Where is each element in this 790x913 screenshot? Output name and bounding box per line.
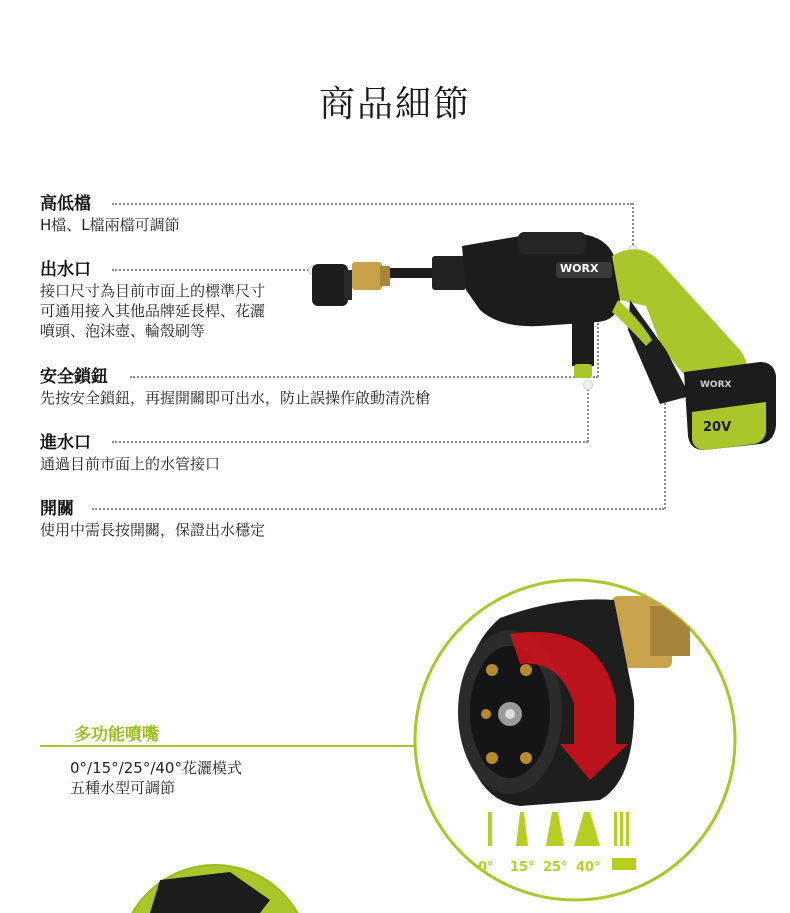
angle-label-40: 40° — [576, 860, 601, 875]
feature-outlet-desc: 接口尺寸為目前市面上的標準尺寸 可通用接入其他品牌延長桿、花灑 噴頭、泡沫壺、輪殼刷等 — [40, 282, 266, 340]
feature-inlet-name: 進水口 — [40, 433, 91, 453]
feature-gear-desc: H檔、L檔兩檔可調節 — [40, 216, 180, 234]
angle-label-25: 25° — [543, 860, 568, 875]
feature-inlet-desc: 通過目前市面上的水管接口 — [40, 455, 221, 473]
feature-gear-name: 高低檔 — [40, 194, 91, 214]
feature-switch-name: 開關 — [40, 499, 74, 519]
nozzle-section-title: 多功能噴嘴 — [74, 725, 159, 745]
feature-safety-lock-desc: 先按安全鎖鈕，再握開關即可出水，防止誤操作啟動清洗槍 — [40, 389, 431, 407]
page-title: 商品細節 — [318, 84, 471, 125]
angle-label-15: 15° — [510, 860, 535, 875]
feature-switch-desc: 使用中需長按開關，保證出水穩定 — [40, 521, 266, 539]
feature-safety-lock-name: 安全鎖鈕 — [40, 367, 108, 387]
gun-brand-label: WORX — [560, 262, 599, 275]
battery-voltage-label: 20V — [703, 420, 732, 435]
battery-brand-label: WORX — [700, 380, 732, 390]
feature-outlet-name: 出水口 — [40, 260, 91, 280]
angle-label-0: 0° — [478, 860, 494, 875]
nozzle-section-desc: 0°/15°/25°/40°花灑模式 五種水型可調節 — [70, 759, 242, 797]
spray-0-icon — [488, 812, 492, 846]
